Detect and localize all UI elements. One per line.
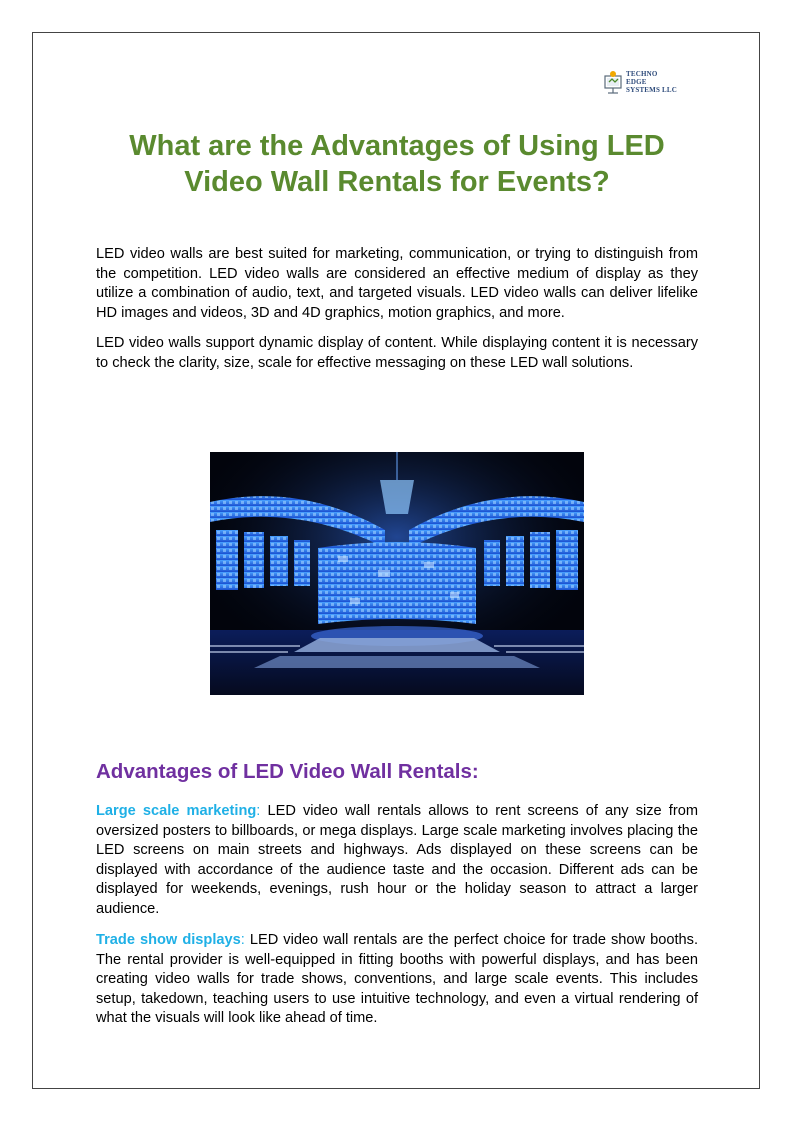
advantage-paragraph (96, 802, 698, 920)
logo-line: TECHNO (626, 70, 658, 78)
document-title: What are the Advantages of Using LED Video Wall Rentals for Events? (129, 130, 665, 198)
advantage-separator: : (256, 803, 261, 819)
intro-paragraph: LED video walls support dynamic display of content. While displaying content it is necessary to check the clarity, size, scale for effective messaging on these LED wall solutions. (96, 335, 698, 371)
logo-wordmark (626, 70, 677, 94)
advantage-lead: Large scale marketing (96, 803, 257, 819)
advantage-paragraph (96, 931, 698, 1029)
advantage-text: LED video wall rentals are the perfect choice for trade show booths. The rental provider is well-equipped in fitting booths with powerful displays, and has been creating video walls for trade shows, conventions, and large scale events. This includes setup, takedown, teaching users to use intuitive technology, and even a virtual rendering of what the visuals will look like ahead of time. (96, 932, 698, 1027)
logo-line: SYSTEMS LLC (626, 86, 678, 94)
led-video-wall-stage-image (210, 452, 584, 695)
logo-mark-icon (604, 70, 626, 98)
advantage-lead: Trade show displays (96, 932, 241, 948)
advantage-separator: : (240, 932, 245, 948)
advantage-text: LED video wall rentals allows to rent screens of any size from oversized posters to billboards, or mega displays. Large scale marketing involves placing the LED screens on main streets and highways. Ads displayed on these screens can be displayed with accordance of the audience taste and the occasion. Different ads can be displayed for weekends, evenings, rush hour or the holiday season to attract a larger audience. (96, 803, 698, 917)
intro-paragraph: LED video walls are best suited for marketing, communication, or trying to distinguish from the competition. LED video walls are considered an effective medium of display as they utilize a combination of audio, text, and targeted visuals. LED video walls can deliver lifelike HD images and videos, 3D and 4D graphics, motion graphics, and more. (96, 246, 698, 321)
logo-line: EDGE (626, 78, 647, 86)
company-logo (604, 70, 696, 98)
section-heading: Advantages of LED Video Wall Rentals: (96, 760, 479, 783)
